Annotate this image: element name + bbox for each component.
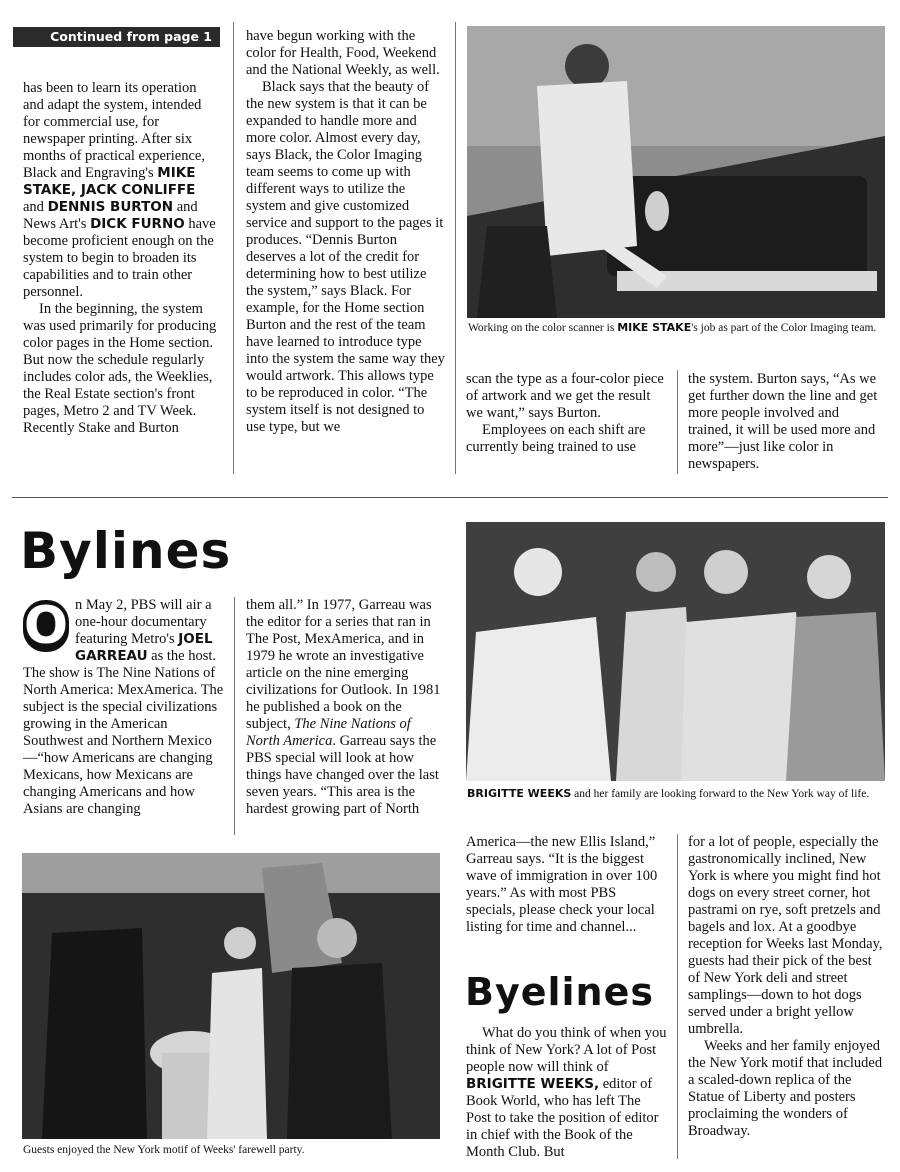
caption-name: BRIGITTE WEEKS <box>467 787 572 800</box>
weeks-family-photo <box>466 522 885 781</box>
text-run: have become proficient enough on the system to begin to broaden its capabilities and to train other personnel. <box>23 216 216 300</box>
party-illustration <box>22 853 440 1139</box>
book-title: The Nine Nations of North America <box>246 716 411 749</box>
column-rule <box>233 22 234 474</box>
caption-text: and her family are looking forward to the New York way of life. <box>571 788 870 800</box>
byelines-column-3 <box>466 1025 668 1161</box>
text-run: What do you think of when you think of New York? A lot of Post people now will think of <box>466 1025 667 1075</box>
text-run: them all.” In 1977, Garreau was the editor for a series that ran in The Post, MexAmerica, and in 1979 he wrote an investigative article on the nine emerging civilizations for Outlook. In 1981 he published a book on the subject, <box>246 597 441 732</box>
bylines-column-2 <box>246 597 442 818</box>
party-photo-caption: Guests enjoyed the New York motif of Weeks' farewell party. <box>23 1144 305 1156</box>
caption-text: Working on the color scanner is <box>468 322 618 334</box>
top-col1-para1 <box>23 80 219 301</box>
scanner-photo-caption <box>468 320 883 336</box>
top-col4-para1: the system. Burton says, “As we get further down the line and get more people involved and trained, it will be used more and more”—just like color in newspapers. <box>688 371 878 472</box>
text-run: and <box>23 199 48 215</box>
bylines-column-1 <box>23 597 225 818</box>
byelines-col3-para <box>466 1025 668 1161</box>
name-weeks: BRIGITTE WEEKS, <box>466 1076 600 1092</box>
text-run: editor of Book World, who has left The Post to take the position of editor in chief with the Book of the Month Club. But <box>466 1076 659 1160</box>
family-photo-caption <box>467 786 882 802</box>
continued-from-banner: Continued from page 1 <box>13 27 220 47</box>
text-run: has been to learn its operation and adapt the system, intended for commercial use, for newspaper printing. After six months of practical experience, Black and Engraving's <box>23 80 205 181</box>
farewell-party-photo <box>22 853 440 1139</box>
top-column-2 <box>246 28 445 436</box>
byelines-column-4 <box>688 834 884 1140</box>
name-garreau: JOEL GARREAU <box>75 631 213 664</box>
top-col2-para2: Black says that the beauty of the new system is that it can be expanded to handle more and more color. Almost every day, says Black, the Color Imaging team seems to come up with different ways to utilize the system and give customized service and support to the pages it produces. “Dennis Burton deserves a lot of the credit for determining how to best utilize the system,” says Black. For example, for the Home section Burton and the rest of the team have learned to introduce type into the system the same way they would artwork. This allows type to be reproduced in color. “The system itself is not designed to use type, but we <box>246 79 445 435</box>
name-stake-conliffe: MIKE STAKE, JACK CONLIFFE <box>23 165 196 198</box>
column-rule <box>234 597 235 835</box>
section-divider <box>12 497 888 498</box>
caption-text: 's job as part of the Color Imaging team. <box>691 322 877 334</box>
name-furno: DICK FURNO <box>90 216 185 232</box>
top-col1-para2: In the beginning, the system was used primarily for producing color pages in the Home section. But now the schedule regularly includes color ads, the Weeklies, the Real Estate section's front pages, Metro 2 and TV Week. Recently Stake and Burton <box>23 301 217 436</box>
column-rule <box>677 370 678 474</box>
text-run: . Garreau says the PBS special will look at how things have changed over the last seven years. “This area is the hardest growing part of North <box>246 733 439 817</box>
top-col3-para1: scan the type as a four-color piece of artwork and we get the result we want,” says Burton. <box>466 371 664 421</box>
column-rule <box>455 22 456 474</box>
byelines-col4-para1: for a lot of people, especially the gastronomically inclined, New York is where you might find hot dogs on every street corner, hot pastrami on rye, soft pretzels and bagels and lox. At a goodbye reception for Weeks last Monday, guests had their pick of the best of New York deli and street samplings—down to hot dogs served under a bright yellow umbrella. <box>688 834 883 1037</box>
caption-name: MIKE STAKE <box>617 321 692 334</box>
drop-cap: O <box>23 596 69 656</box>
bylines-heading: Bylines <box>20 522 232 580</box>
text-run: n May 2, PBS will air a one-hour documentary featuring Metro's <box>75 597 212 647</box>
top-col3-para2: Employees on each shift are currently being trained to use <box>466 422 646 455</box>
color-scanner-photo <box>467 26 885 318</box>
top-column-3 <box>466 371 668 456</box>
family-illustration <box>466 522 885 781</box>
scanner-illustration <box>467 26 885 318</box>
byelines-col4-para2: Weeks and her family enjoyed the New York motif that included a scaled-down replica of the Statue of Liberty and posters proclaiming the wonders of Broadway. <box>688 1038 883 1139</box>
bylines-col3-para: America—the new Ellis Island,” Garreau says. “It is the biggest wave of immigration in over 100 years.” As with most PBS specials, please check your local listing for time and channel... <box>466 834 658 935</box>
top-column-4 <box>688 371 884 473</box>
text-run: and News Art's <box>23 199 198 232</box>
top-col2-para1: have begun working with the color for Health, Food, Weekend and the National Weekly, as well. <box>246 28 440 78</box>
bylines-col2-para <box>246 597 442 818</box>
name-burton: DENNIS BURTON <box>47 199 174 215</box>
byelines-heading: Byelines <box>465 970 655 1014</box>
bylines-column-3 <box>466 834 668 936</box>
text-run: as the host. The show is The Nine Nations of North America: MexAmerica. The subject is the special civilizations growing in the American Southwest and Northern Mexico—“how Americans are changing Mexicans, how Mexicans are changing Americans and how Asians are changing <box>23 648 224 817</box>
top-column-1 <box>23 80 219 437</box>
column-rule <box>677 834 678 1159</box>
